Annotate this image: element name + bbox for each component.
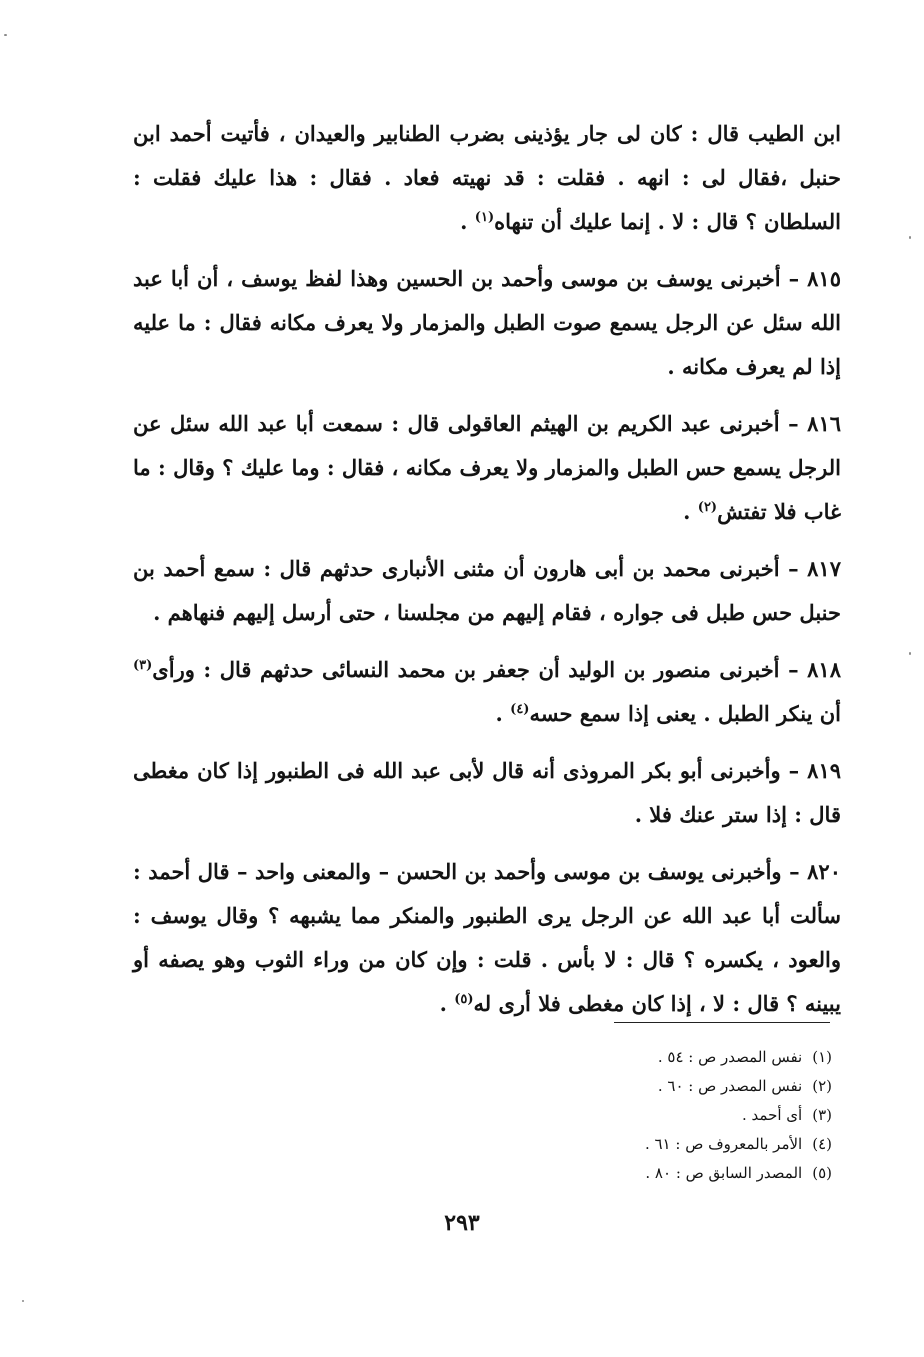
footnote-reference[interactable]: (٤) <box>510 702 530 717</box>
scan-speck <box>4 34 7 36</box>
paragraph-816 <box>133 402 841 534</box>
footnote-5 <box>512 1159 832 1188</box>
footnote-text: المصدر السابق ص : ٨٠ . <box>645 1164 803 1182</box>
paragraph-text: ابن الطيب قال : كان لى جار يؤذينى بضرب الطنابير والعيدان ، فأتيت أحمد ابن حنبل ،فقال لى : انهه . فقلت : قد نهيته فعاد . فقال : هذا عليك فقلت : السلطان ؟ قال : لا . إنما عليك أن تنهاه <box>133 121 841 234</box>
paragraph-815 <box>133 257 841 389</box>
footnote-text: أى أحمد . <box>742 1106 803 1124</box>
paragraph-818 <box>133 648 841 736</box>
paragraph-number: ٨١٦ – <box>779 411 842 436</box>
paragraph-text: وأخبرنى أبو بكر المروذى أنه قال لأبى عبد الله فى الطنبور إذا كان مغطى قال : إذا ستر عنك فلا . <box>133 758 841 827</box>
paragraph-number: ٨١٨ – <box>779 657 841 682</box>
footnote-1 <box>512 1043 832 1072</box>
footnote-number: (٢) <box>812 1077 832 1095</box>
paragraph-tail: . <box>439 991 455 1016</box>
paragraph-text: وأخبرنى يوسف بن موسى وأحمد بن الحسن – والمعنى واحد – قال أحمد : سألت أبا عبد الله عن الرجل يرى الطنبور والمنكر مما يشبهه ؟ وقال يوسف : والعود ، يكسره ؟ قال : لا بأس . قلت : وإن كان من وراء الثوب وهو يصفه أو يبينه ؟ قال : لا ، إذا كان مغطى فلا أرى له <box>133 859 841 1016</box>
paragraph-text: أخبرنى محمد بن أبى هارون أن مثنى الأنبارى حدثهم قال : سمع أحمد بن حنبل حس طبل فى جواره ، فقام إليهم من مجلسنا ، حتى أرسل إليهم فنهاهم . <box>133 556 841 625</box>
footnotes <box>512 1043 832 1188</box>
paragraph-tail: . <box>683 499 698 524</box>
footnote-text: نفس المصدر ص : ٥٤ . <box>657 1048 803 1066</box>
paragraph-text: أخبرنى عبد الكريم بن الهيثم العاقولى قال : سمعت أبا عبد الله سئل عن الرجل يسمع حس الطبل والمزمار ولا يعرف مكانه ، فقال : وما عليك ؟ وقال : ما غاب فلا تفتش <box>133 411 841 524</box>
footnote-reference[interactable]: (١) <box>474 210 495 225</box>
scan-speck <box>22 1300 24 1302</box>
scan-speck <box>909 652 911 655</box>
paragraph-tail: . <box>495 701 511 726</box>
paragraph-number: ٨١٩ – <box>780 758 842 783</box>
paragraph-number: ٨٢٠ – <box>781 859 841 884</box>
page-number: ٢٩٣ <box>444 1210 480 1236</box>
paragraph-text: أخبرنى يوسف بن موسى وأحمد بن الحسين وهذا لفظ يوسف ، أن أبا عبد الله سئل عن الرجل يسمع صوت الطبل والمزمار ولا يعرف مكانه فقال : ما عليه إذا لم يعرف مكانه . <box>133 266 841 379</box>
footnote-4 <box>512 1130 832 1159</box>
main-text <box>133 112 841 1039</box>
paragraph-817 <box>133 547 841 635</box>
footnote-text: نفس المصدر ص : ٦٠ . <box>657 1077 803 1095</box>
paragraph-number: ٨١٧ – <box>779 556 841 581</box>
paragraph-tail: أن ينكر الطبل . يعنى إذا سمع حسه <box>529 701 841 726</box>
footnote-reference[interactable]: (٥) <box>454 992 474 1007</box>
footnote-3 <box>512 1101 832 1130</box>
paragraph-819 <box>133 749 841 837</box>
paragraph-820 <box>133 850 841 1026</box>
footnote-number: (٤) <box>812 1135 832 1153</box>
paragraph-tail: . <box>460 209 475 234</box>
footnote-divider <box>614 1022 830 1023</box>
footnote-reference[interactable]: (٢) <box>697 500 718 515</box>
footnote-reference[interactable]: (٣) <box>133 658 153 673</box>
footnote-number: (٣) <box>812 1106 832 1124</box>
scan-speck <box>909 236 911 239</box>
footnote-2 <box>512 1072 832 1101</box>
paragraph-814 <box>133 112 841 244</box>
footnote-number: (١) <box>812 1048 832 1066</box>
paragraph-number: ٨١٥ – <box>780 266 841 291</box>
paragraph-text: أخبرنى منصور بن الوليد أن جعفر بن محمد النسائى حدثهم قال : ورأى <box>152 657 780 682</box>
footnote-text: الأمر بالمعروف ص : ٦١ . <box>644 1135 803 1153</box>
footnote-number: (٥) <box>812 1164 832 1182</box>
